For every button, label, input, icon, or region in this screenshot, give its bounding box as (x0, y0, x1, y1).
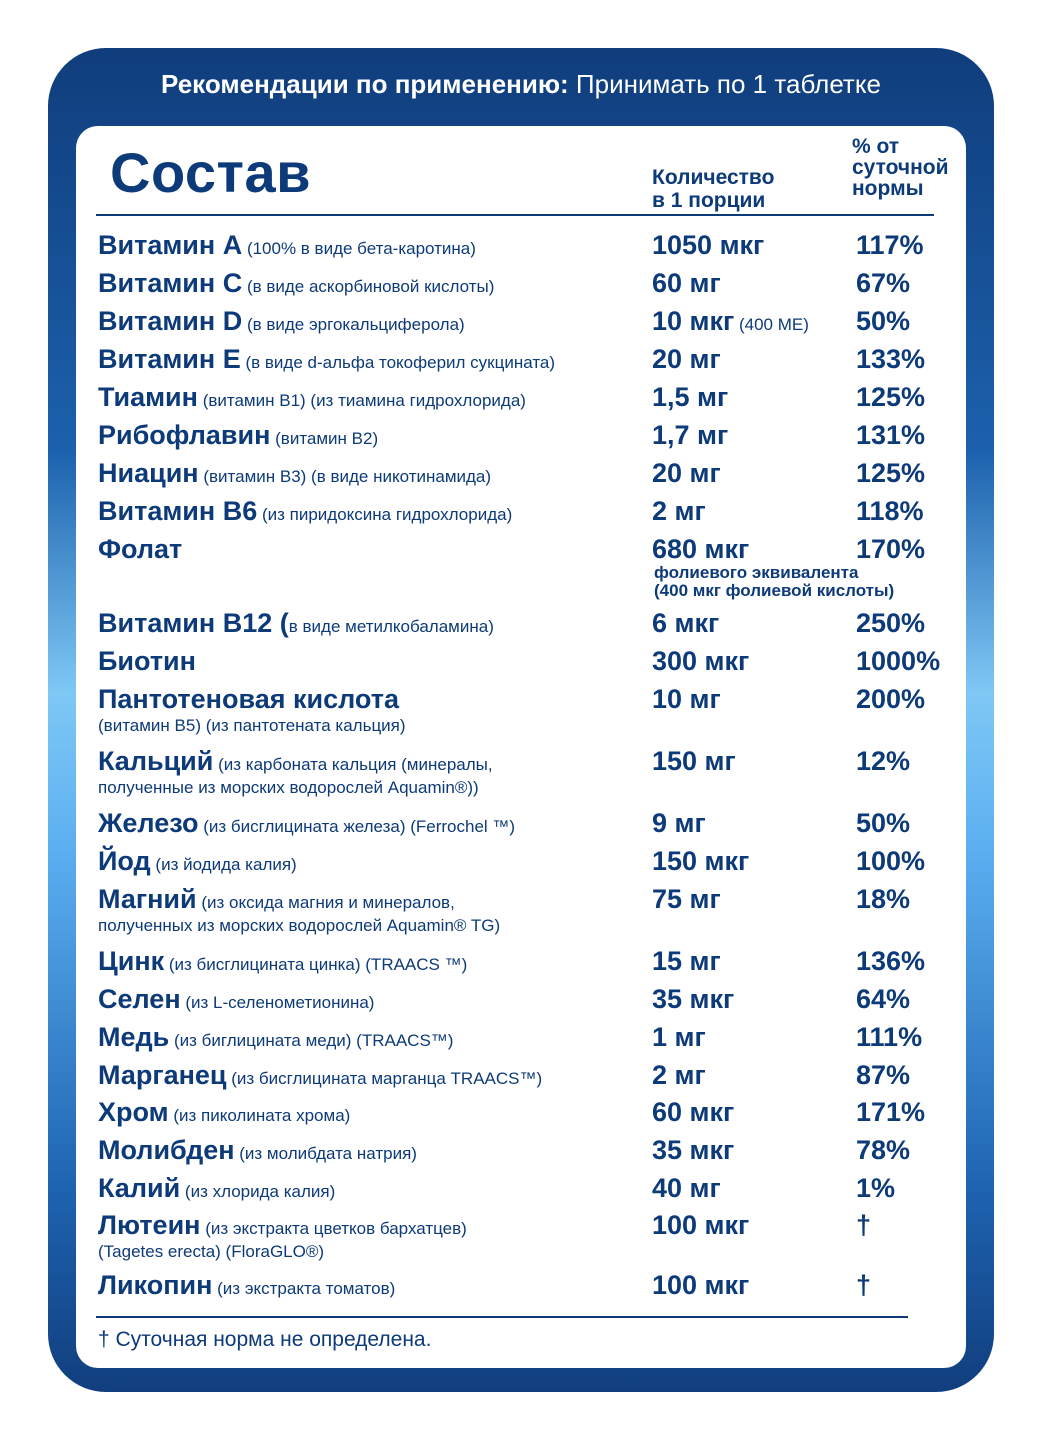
nutrient-label: Молибден (98, 1135, 235, 1165)
nutrient-label: Витамин D (98, 306, 243, 336)
nutrient-label: Витамин B12 ( (98, 608, 289, 638)
nutrient-label: Витамин А (98, 230, 243, 260)
nutrient-percent: 64% (856, 984, 911, 1014)
footer-divider (96, 1316, 908, 1318)
nutrient-percent: 170% (856, 534, 926, 564)
nutrient-percent: 18% (856, 884, 911, 914)
nutrient-name (98, 230, 648, 261)
nutrient-label: Лютеин (98, 1210, 201, 1240)
nutrient-amount-note: (400 МЕ) (734, 315, 809, 334)
nutrient-label: Биотин (98, 646, 196, 676)
nutrient-amount: 300 мкг (652, 646, 750, 676)
nutrient-percent: 133% (856, 344, 926, 374)
nutrient-amount: 9 мг (652, 808, 706, 838)
nutrient-name (98, 884, 648, 937)
column-header-quantity (652, 166, 774, 212)
nutrient-label: Витамин B6 (98, 496, 258, 526)
nutrient-label: Марганец (98, 1060, 227, 1090)
nutrient-percent: 171% (856, 1097, 926, 1127)
nutrient-amount: 35 мкг (652, 984, 735, 1014)
nutrient-name (98, 846, 648, 877)
nutrient-percent: 100% (856, 846, 926, 876)
nutrient-percent: 136% (856, 946, 926, 976)
nutrient-percent: 1% (856, 1173, 896, 1203)
nutrient-label: Пантотеновая кислота (98, 684, 399, 714)
nutrient-note-continued: (Tagetes erecta) (FloraGLO®) (98, 1242, 325, 1261)
nutrient-note: (витамин B5) (из пантотената кальция) (98, 716, 406, 735)
nutrient-amount: 150 мкг (652, 846, 750, 876)
nutrient-note: (из биглицината меди) (TRAACS™) (169, 1031, 454, 1050)
nutrient-amount-detail: фолиевого эквивалента (654, 563, 859, 582)
nutrient-label: Фолат (98, 534, 183, 564)
nutrient-name (98, 808, 648, 839)
nutrient-note: (в виде d-альфа токоферил сукцината) (240, 353, 556, 372)
nutrient-amount: 1 мг (652, 1022, 706, 1052)
nutrient-name (98, 1173, 648, 1204)
nutrient-name (98, 684, 648, 737)
nutrient-percent: 125% (856, 382, 926, 412)
nutrient-amount: 35 мкг (652, 1135, 735, 1165)
nutrient-note: (100% в виде бета-каротина) (242, 239, 476, 258)
header-divider (96, 214, 934, 216)
nutrient-note: (из йодида калия) (150, 855, 297, 874)
nutrient-name (98, 1060, 648, 1091)
nutrient-percent: 131% (856, 420, 926, 450)
nutrient-percent: 50% (856, 808, 911, 838)
column-header-percent-line3: нормы (852, 177, 924, 200)
nutrient-label: Кальций (98, 746, 214, 776)
nutrient-note-continued: полученные из морских водорослей Aquamin®)) (98, 778, 479, 797)
nutrient-note: (витамин B2) (270, 429, 379, 448)
nutrient-percent: 87% (856, 1060, 911, 1090)
nutrient-amount: 2 мг (652, 1060, 706, 1090)
nutrient-amount: 1,7 мг (652, 420, 729, 450)
nutrient-name (98, 946, 648, 977)
nutrient-name (98, 1210, 648, 1263)
nutrient-label: Селен (98, 984, 181, 1014)
nutrient-name (98, 1135, 648, 1166)
nutrient-name (98, 746, 648, 799)
nutrient-note: (из бисглицината марганца TRAACS™) (226, 1069, 543, 1088)
nutrient-amount: 60 мкг (652, 1097, 735, 1127)
usage-label: Рекомендации по применению: (161, 69, 569, 99)
nutrient-note: (из экстракта томатов) (212, 1279, 396, 1298)
nutrient-amount: 20 мг (652, 458, 721, 488)
nutrient-label: Медь (98, 1022, 170, 1052)
nutrient-amount: 75 мг (652, 884, 721, 914)
nutrient-amount: 100 мкг (652, 1270, 750, 1300)
nutrient-name (98, 534, 648, 565)
nutrient-amount: 1,5 мг (652, 382, 729, 412)
column-header-quantity-line2: в 1 порции (652, 189, 766, 212)
nutrient-note: (из пиридоксина гидрохлорида) (257, 505, 513, 524)
nutrient-percent: 78% (856, 1135, 911, 1165)
nutrient-amount: 2 мг (652, 496, 706, 526)
nutrient-label: Железо (98, 808, 199, 838)
nutrient-amount: 1050 мкг (652, 230, 765, 260)
column-header-quantity-line1: Количество (652, 166, 775, 189)
nutrient-amount: 150 мг (652, 746, 736, 776)
nutrient-percent: † (856, 1210, 872, 1240)
nutrient-note: (из хлорида калия) (180, 1182, 336, 1201)
nutrient-name (98, 1270, 648, 1301)
nutrient-note: (из L-селенометионина) (180, 993, 375, 1012)
nutrient-name (98, 344, 648, 375)
nutrient-label: Йод (98, 846, 151, 876)
nutrient-label: Витамин С (98, 268, 243, 298)
column-header-percent (852, 136, 949, 199)
nutrient-note: (из молибдата натрия) (234, 1144, 417, 1163)
nutrient-name (98, 646, 648, 677)
nutrient-amount: 100 мкг (652, 1210, 750, 1240)
nutrient-label: Цинк (98, 946, 165, 976)
nutrient-note: (из бисглицината цинка) (TRAACS ™) (164, 955, 468, 974)
column-header-percent-line1: % от (852, 135, 900, 158)
nutrient-percent: † (856, 1270, 872, 1300)
page-title: Состав (110, 141, 312, 204)
nutrient-note: (в виде аскорбиновой кислоты) (242, 277, 495, 296)
nutrient-name (98, 984, 648, 1015)
footnote: † Суточная норма не определена. (98, 1328, 432, 1351)
nutrient-label: Ниацин (98, 458, 199, 488)
nutrient-amount-value: 10 мкг (652, 306, 735, 336)
nutrient-name (98, 458, 648, 489)
nutrient-amount: 680 мкг (652, 534, 750, 564)
nutrient-note: (из экстракта цветков бархатцев) (200, 1219, 467, 1238)
nutrient-amount: 15 мг (652, 946, 721, 976)
nutrient-name (98, 268, 648, 299)
nutrient-name (98, 420, 648, 451)
nutrient-note: (в виде эргокальциферола) (242, 315, 465, 334)
nutrient-amount: 60 мг (652, 268, 721, 298)
nutrient-amount: 40 мг (652, 1173, 721, 1203)
nutrient-name (98, 496, 648, 527)
nutrient-name (98, 1022, 648, 1053)
nutrient-amount: 20 мг (652, 344, 721, 374)
nutrient-label: Рибофлавин (98, 420, 271, 450)
column-header-percent-line2: суточной (852, 156, 949, 179)
nutrient-label: Калий (98, 1173, 181, 1203)
nutrient-amount-detail: (400 мкг фолиевой кислоты) (654, 581, 895, 600)
nutrient-note: (из бисглицината железа) (Ferrochel ™) (198, 817, 516, 836)
nutrient-percent: 250% (856, 608, 926, 638)
nutrient-note: (из оксида магния и минералов, (196, 893, 455, 912)
nutrient-note-continued: полученных из морских водорослей Aquamin® TG) (98, 916, 501, 935)
nutrient-name (98, 382, 648, 413)
nutrient-percent: 1000% (856, 646, 941, 676)
nutrient-amount (652, 306, 809, 337)
nutrient-note: (витамин B1) (из тиамина гидрохлорида) (197, 391, 526, 410)
nutrient-percent: 12% (856, 746, 911, 776)
nutrient-note: (из карбоната кальция (минералы, (213, 755, 493, 774)
nutrient-percent: 67% (856, 268, 911, 298)
usage-line (48, 64, 994, 104)
nutrient-note: (витамин B3) (в виде никотинамида) (198, 467, 492, 486)
nutrient-amount: 6 мкг (652, 608, 720, 638)
nutrient-name (98, 306, 648, 337)
nutrient-percent: 125% (856, 458, 926, 488)
usage-text: Принимать по 1 таблетке (568, 69, 881, 99)
nutrient-label: Витамин E (98, 344, 241, 374)
nutrient-name (98, 1097, 648, 1128)
nutrient-percent: 200% (856, 684, 926, 714)
nutrient-note: в виде метилкобаламина) (288, 617, 494, 636)
nutrient-label: Магний (98, 884, 197, 914)
nutrient-percent: 50% (856, 306, 911, 336)
nutrient-label: Хром (98, 1097, 169, 1127)
nutrient-label: Ликопин (98, 1270, 213, 1300)
nutrient-note: (из пиколината хрома) (168, 1106, 351, 1125)
nutrient-amount: 10 мг (652, 684, 721, 714)
nutrient-percent: 118% (856, 496, 924, 526)
nutrient-percent: 117% (856, 230, 924, 260)
nutrient-name (98, 608, 648, 639)
nutrient-percent: 111% (856, 1022, 923, 1052)
nutrient-label: Тиамин (98, 382, 198, 412)
